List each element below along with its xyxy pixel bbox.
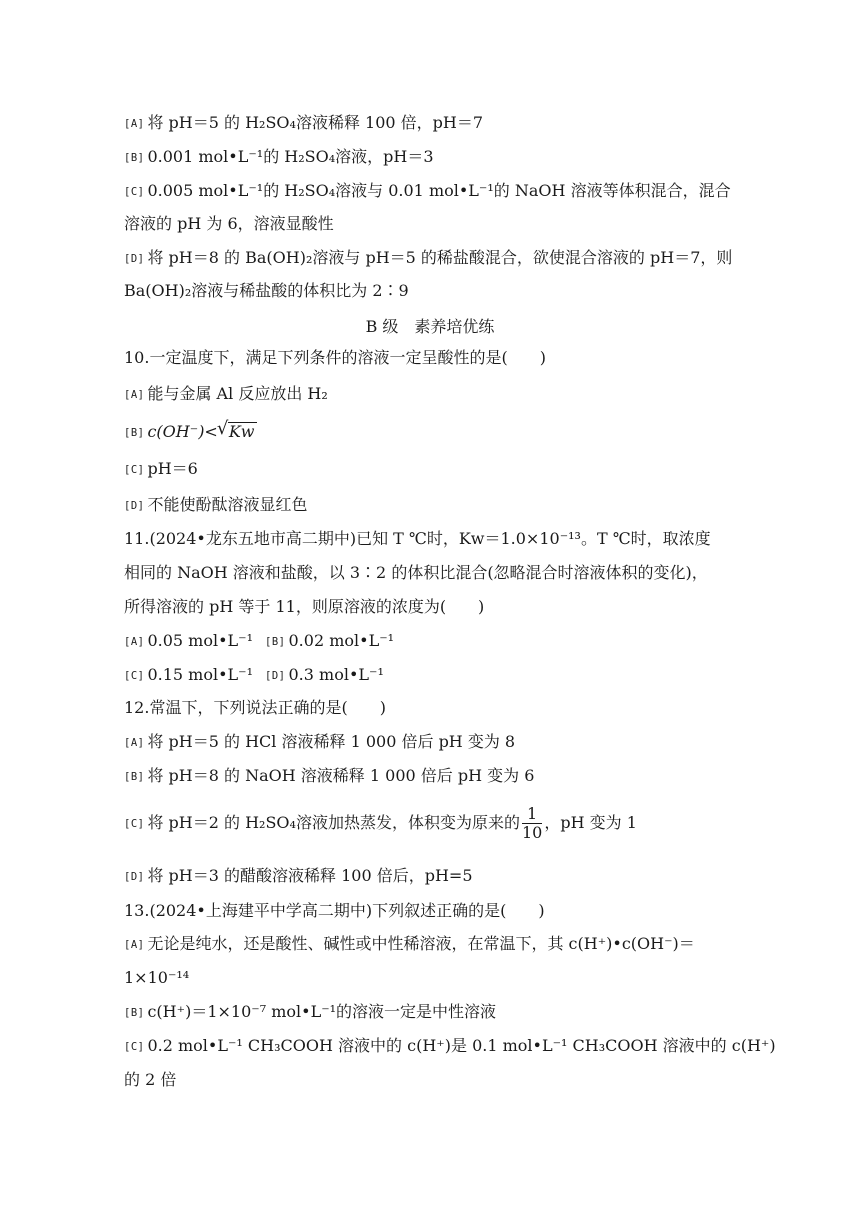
q9-option-c-cont: 溶液的 pH 为 6，溶液显酸性 xyxy=(124,214,334,233)
option-label-b: [B] xyxy=(124,152,145,164)
q13-stem: 13.(2024•上海建平中学高二期中)下列叙述正确的是( ) xyxy=(124,901,545,920)
q11-option-a: 0.05 mol•L⁻¹ xyxy=(147,631,254,650)
option-label-b: [B] xyxy=(265,636,286,648)
option-label-c: [C] xyxy=(124,1041,145,1053)
q11-options-ab xyxy=(124,630,744,653)
option-label-d: [D] xyxy=(124,500,145,512)
q10-stem: 10.一定温度下，满足下列条件的溶液一定呈酸性的是( ) xyxy=(124,348,546,367)
q11-options-cd xyxy=(124,664,744,687)
option-label-a: [A] xyxy=(124,118,145,130)
q9-option-d: [D] 将 pH＝8 的 Ba(OH)₂溶液与 pH＝5 的稀盐酸混合，欲使混合溶液的 pH＝7，则 xyxy=(124,247,744,270)
option-label-b: [B] xyxy=(124,427,145,439)
q12-option-c: [C] 将 pH＝2 的 H₂SO₄溶液加热蒸发，体积变为原来的 $\frac{1}{10}$ ，pH 变为 1 xyxy=(124,800,744,847)
option-label-a: [A] xyxy=(124,389,145,401)
q11-stem-line3: 所得溶液的 pH 等于 11，则原溶液的浓度为( ) xyxy=(124,597,485,616)
option-label-d: [D] xyxy=(124,871,145,883)
section-heading: B 级 素养培优练 xyxy=(365,317,495,336)
q9-option-a: [A] 将 pH＝5 的 H₂SO₄溶液稀释 100 倍，pH＝7 xyxy=(124,112,744,135)
q13-option-b: [B] c(H⁺)＝1×10⁻⁷ mol•L⁻¹的溶液一定是中性溶液 xyxy=(124,1001,744,1024)
fraction: $\frac{1}{10}$ xyxy=(521,804,543,842)
q11-option-b: 0.02 mol•L⁻¹ xyxy=(288,631,395,650)
q10-option-d: [D] 不能使酚酞溶液显红色 xyxy=(124,494,744,517)
q9-option-c: [C] 0.005 mol•L⁻¹的 H₂SO₄溶液与 0.01 mol•L⁻¹的 NaOH 溶液等体积混合，混合 xyxy=(124,180,744,203)
option-label-d: [D] xyxy=(124,253,145,265)
option-label-a: [A] xyxy=(124,939,145,951)
q11-stem-line1: 11.(2024•龙东五地市高二期中)已知 T ℃时，Kw＝1.0×10⁻¹³。T ℃时，取浓度 xyxy=(124,529,711,548)
option-label-c: [C] xyxy=(124,464,145,476)
q13-option-a-cont: 1×10⁻¹⁴ xyxy=(124,968,190,987)
q10-option-c: [C] pH＝6 xyxy=(124,458,744,481)
q11-option-c: 0.15 mol•L⁻¹ xyxy=(147,665,254,684)
option-label-a: [A] xyxy=(124,636,145,648)
q9-option-d-cont: Ba(OH)₂溶液与稀盐酸的体积比为 2∶9 xyxy=(124,281,409,300)
option-label-d: [D] xyxy=(265,670,286,682)
option-label-a: [A] xyxy=(124,737,145,749)
q10-option-b: [B] c(OH⁻)<√ Kw xyxy=(124,421,744,444)
option-label-c: [C] xyxy=(124,670,145,682)
q13-option-a: [A] 无论是纯水，还是酸性、碱性或中性稀溶液，在常温下，其 c(H⁺)•c(OH⁻)＝ xyxy=(124,933,744,956)
q13-option-c-cont: 的 2 倍 xyxy=(124,1070,177,1089)
q9-option-b: [B] 0.001 mol•L⁻¹的 H₂SO₄溶液，pH＝3 xyxy=(124,146,744,169)
q11-stem-line2: 相同的 NaOH 溶液和盐酸，以 3∶2 的体积比混合(忽略混合时溶液体积的变化)， xyxy=(124,563,708,582)
option-label-c: [C] xyxy=(124,186,145,198)
q12-option-d: [D] 将 pH＝3 的醋酸溶液稀释 100 倍后，pH=5 xyxy=(124,865,744,888)
q12-option-a: [A] 将 pH＝5 的 HCl 溶液稀释 1 000 倍后 pH 变为 8 xyxy=(124,731,744,754)
square-root: √ Kw xyxy=(228,422,257,441)
option-label-b: [B] xyxy=(124,1007,145,1019)
option-label-b: [B] xyxy=(124,771,145,783)
q12-stem: 12.常温下，下列说法正确的是( ) xyxy=(124,698,386,717)
option-label-c: [C] xyxy=(124,818,145,830)
q13-option-c: [C] 0.2 mol•L⁻¹ CH₃COOH 溶液中的 c(H⁺)是 0.1 mol•L⁻¹ CH₃COOH 溶液中的 c(H⁺) xyxy=(124,1035,744,1058)
q12-option-b: [B] 将 pH＝8 的 NaOH 溶液稀释 1 000 倍后 pH 变为 6 xyxy=(124,765,744,788)
q10-option-a: [A] 能与金属 Al 反应放出 H₂ xyxy=(124,383,744,406)
q11-option-d: 0.3 mol•L⁻¹ xyxy=(288,665,384,684)
